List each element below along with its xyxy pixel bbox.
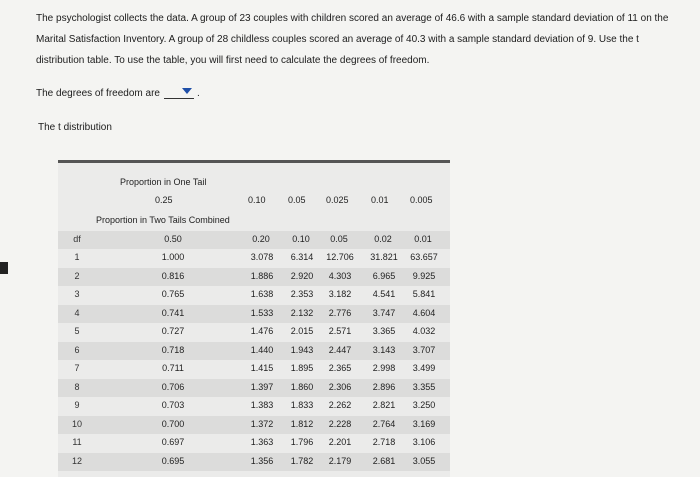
df-cell: 7 (74, 363, 80, 373)
proportion-cell: 1.000 (161, 252, 185, 262)
table-row (58, 286, 450, 304)
critical-value-cell: 2.571 (328, 326, 352, 336)
critical-value-cell: 3.169 (412, 418, 436, 429)
two-tail-val-0: 0.20 (252, 234, 270, 244)
critical-value-cell: 1.796 (290, 437, 314, 447)
df-header: df (73, 234, 81, 244)
problem-statement: The psychologist collects the data. A group of 23 couples with children scored an average of 46.6 with a sample standard deviation of 11 on the Marital Satisfaction Inventory. A group of 28 childless couples scored an average of 40.3 with a sample standard deviation of 9. Use the t distribution table. To use the table, you will first need to calculate the degrees of freedom. (36, 13, 669, 66)
critical-value-cell: 4.032 (412, 326, 436, 336)
df-cell: 3 (74, 289, 80, 299)
critical-value-cell: 9.925 (412, 270, 436, 281)
table-row (58, 305, 450, 323)
proportion-cell: 0.706 (161, 381, 185, 392)
critical-value-cell: 2.718 (372, 437, 396, 447)
proportion-cell: 0.697 (161, 437, 185, 447)
df-cell: 5 (74, 326, 80, 336)
critical-value-cell: 2.896 (372, 381, 396, 392)
critical-value-cell: 1.782 (290, 455, 314, 466)
critical-value-cell: 6.314 (290, 252, 314, 262)
critical-value-cell: 2.764 (372, 418, 396, 429)
critical-value-cell: 4.303 (328, 270, 352, 281)
critical-value-cell: 1.415 (250, 363, 274, 373)
critical-value-cell: 2.821 (372, 400, 396, 410)
critical-value-cell: 3.078 (250, 252, 274, 262)
proportion-cell: 0.711 (162, 363, 184, 373)
critical-value-cell: 12.706 (326, 252, 354, 262)
df-cell: 10 (71, 418, 82, 429)
critical-value-cell: 31.821 (370, 252, 398, 262)
critical-value-cell: 5.841 (412, 289, 436, 299)
table-row (58, 268, 450, 286)
critical-value-cell: 2.262 (328, 400, 352, 410)
table-row (58, 397, 450, 415)
t-distribution-table (58, 160, 450, 477)
proportion-cell: 0.703 (161, 400, 185, 410)
critical-value-cell: 2.228 (328, 418, 352, 429)
proportion-cell: 0.718 (161, 344, 185, 355)
critical-value-cell: 2.015 (290, 326, 314, 336)
table-row (58, 416, 450, 434)
left-edge-marker (0, 262, 8, 274)
degrees-of-freedom-prompt (36, 84, 200, 99)
df-cell: 8 (74, 381, 80, 392)
critical-value-cell: 3.355 (412, 381, 436, 392)
critical-value-cell: 4.604 (412, 307, 436, 318)
proportion-cell: 0.765 (161, 289, 185, 299)
proportion-cell: 0.816 (161, 270, 185, 281)
two-tail-val-2: 0.05 (330, 234, 348, 244)
dof-suffix: . (196, 88, 200, 99)
df-cell: 11 (72, 437, 82, 447)
critical-value-cell: 3.365 (372, 326, 396, 336)
critical-value-cell: 2.306 (328, 381, 352, 392)
chevron-down-icon (182, 88, 192, 94)
critical-value-cell: 2.776 (328, 307, 352, 318)
one-tail-first: 0.25 (155, 195, 173, 205)
table-row (58, 360, 450, 378)
dof-label: The degrees of freedom are (36, 88, 160, 99)
table-row (58, 323, 450, 341)
critical-value-cell: 1.638 (250, 289, 274, 299)
critical-value-cell: 3.106 (412, 437, 436, 447)
critical-value-cell: 3.499 (412, 363, 436, 373)
df-cell: 12 (71, 455, 82, 466)
two-tail-header-row (58, 231, 450, 249)
df-cell: 6 (74, 344, 80, 355)
t-table-title: The t distribution (38, 122, 112, 133)
critical-value-cell: 3.055 (412, 455, 436, 466)
critical-value-cell: 2.365 (328, 363, 352, 373)
critical-value-cell: 1.356 (250, 455, 274, 466)
proportion-cell: 0.695 (161, 455, 185, 466)
critical-value-cell: 3.250 (412, 400, 436, 410)
critical-value-cell: 2.179 (328, 455, 352, 466)
table-row (58, 249, 450, 267)
two-tail-label: Proportion in Two Tails Combined (96, 215, 230, 225)
critical-value-cell: 1.895 (290, 363, 314, 373)
critical-value-cell: 2.447 (328, 344, 352, 355)
two-tail-val-3: 0.02 (374, 234, 392, 244)
critical-value-cell: 3.707 (412, 344, 436, 355)
df-cell: 4 (74, 307, 80, 318)
critical-value-cell: 1.372 (250, 418, 274, 429)
one-tail-label: Proportion in One Tail (120, 177, 207, 187)
critical-value-cell: 4.541 (372, 289, 396, 299)
df-cell: 1 (74, 252, 80, 262)
critical-value-cell: 2.353 (290, 289, 314, 299)
critical-value-cell: 1.397 (250, 381, 274, 392)
critical-value-cell: 1.383 (250, 400, 274, 410)
critical-value-cell: 2.920 (290, 270, 314, 281)
critical-value-cell: 1.812 (290, 418, 314, 429)
critical-value-cell: 1.533 (250, 307, 274, 318)
critical-value-cell: 1.833 (290, 400, 314, 410)
critical-value-cell: 3.143 (372, 344, 396, 355)
critical-value-cell: 1.943 (290, 344, 314, 355)
critical-value-cell: 2.132 (290, 307, 314, 318)
critical-value-cell: 63.657 (410, 252, 438, 262)
critical-value-cell: 1.476 (250, 326, 274, 336)
table-row (58, 342, 450, 360)
critical-value-cell: 2.998 (372, 363, 396, 373)
table-row (58, 434, 450, 452)
critical-value-cell: 2.681 (372, 455, 396, 466)
one-tail-val-3: 0.01 (371, 195, 389, 205)
one-tail-val-2: 0.025 (326, 195, 349, 205)
critical-value-cell: 1.860 (290, 381, 314, 392)
critical-value-cell: 3.182 (328, 289, 352, 299)
table-row (58, 453, 450, 471)
critical-value-cell: 2.201 (328, 437, 352, 447)
dof-dropdown[interactable] (164, 84, 194, 99)
two-tail-val-4: 0.01 (414, 234, 432, 244)
two-tail-val-1: 0.10 (292, 234, 310, 244)
table-row (58, 379, 450, 397)
proportion-cell: 0.700 (161, 418, 185, 429)
critical-value-cell: 6.965 (372, 270, 396, 281)
proportion-cell: 0.741 (161, 307, 185, 318)
critical-value-cell: 1.363 (250, 437, 274, 447)
critical-value-cell: 3.747 (372, 307, 396, 318)
df-cell: 9 (74, 400, 80, 410)
one-tail-val-4: 0.005 (410, 195, 433, 205)
proportion-cell: 0.727 (161, 326, 185, 336)
one-tail-val-1: 0.05 (288, 195, 306, 205)
two-tail-first: 0.50 (164, 234, 182, 244)
critical-value-cell: 1.886 (250, 270, 274, 281)
df-cell: 2 (74, 270, 80, 281)
critical-value-cell: 1.440 (250, 344, 274, 355)
one-tail-val-0: 0.10 (248, 195, 266, 205)
